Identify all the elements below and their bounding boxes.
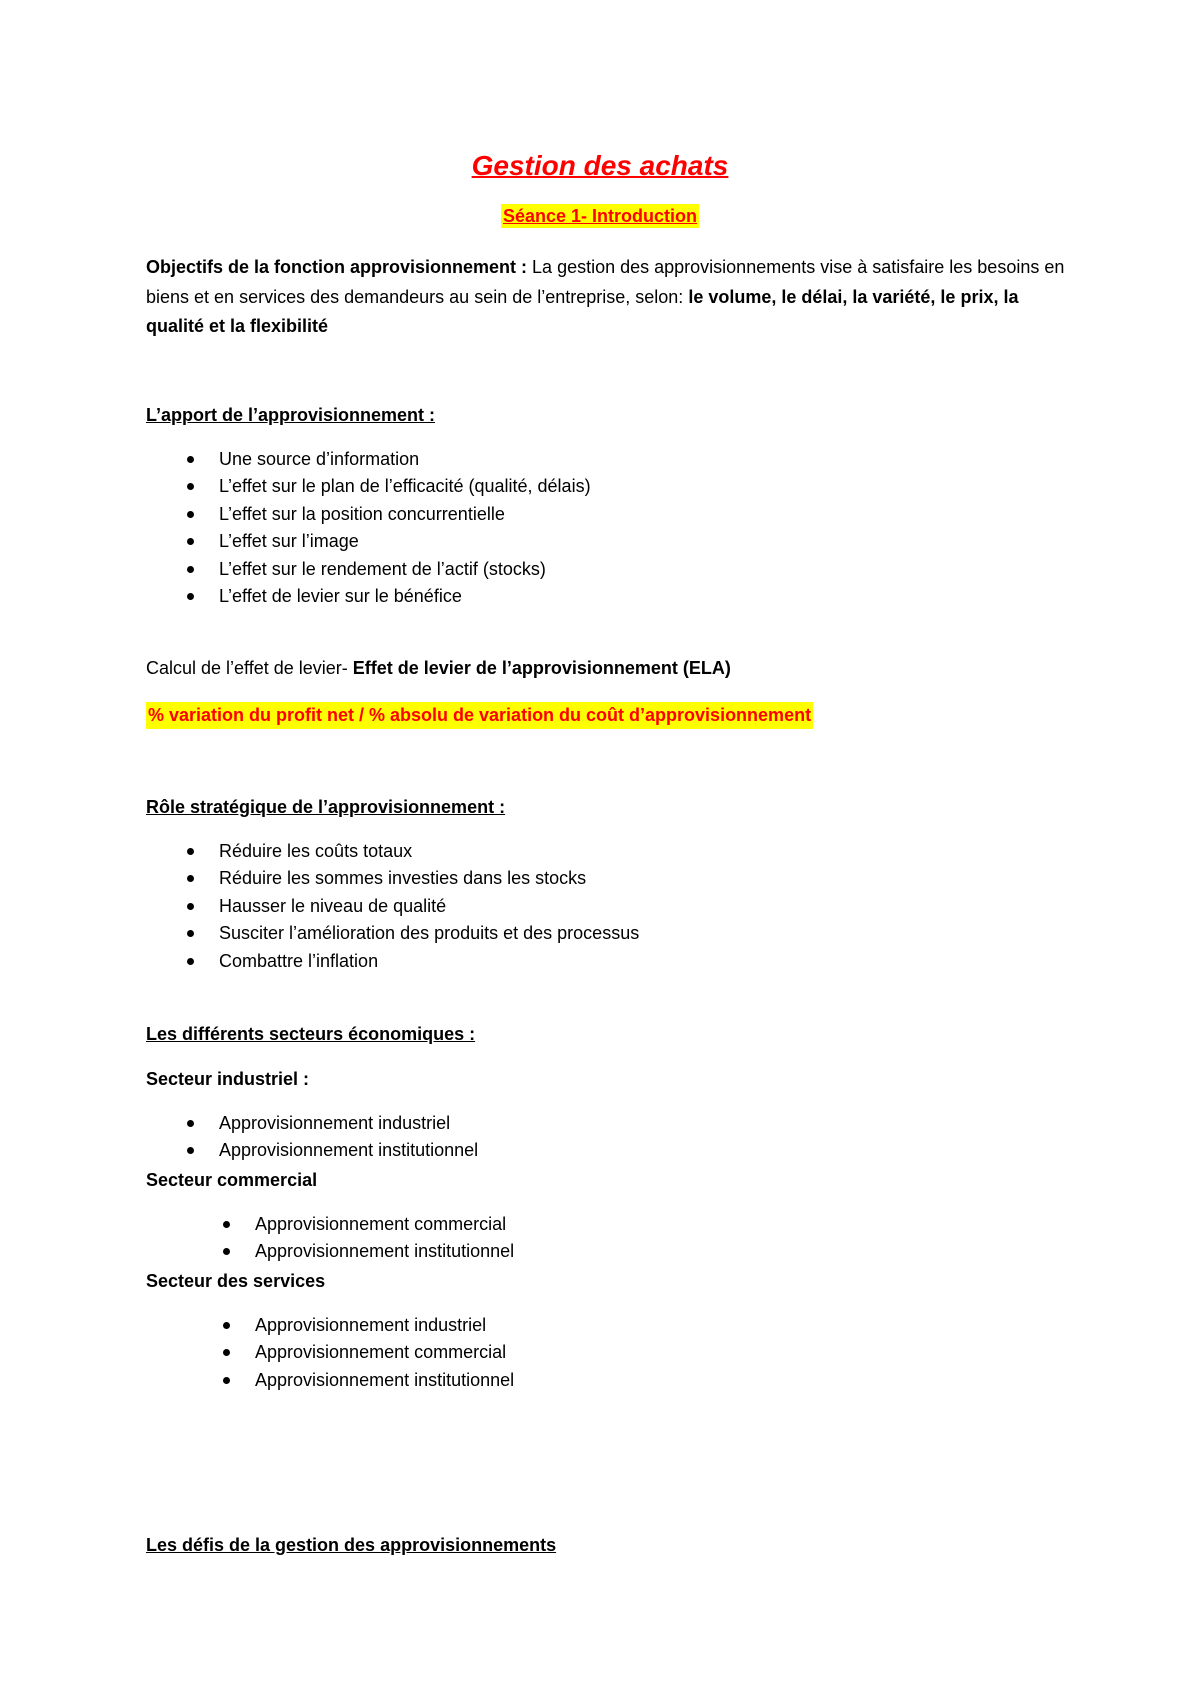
session-heading-wrap (0, 206, 1200, 227)
session-heading: Séance 1- Introduction (502, 206, 698, 226)
secteur-commercial-label: Secteur commercial (146, 1170, 318, 1190)
bullet-icon (187, 538, 194, 545)
objectifs-criteria: le volume, le délai, la variété, le prix, la qualité et la flexibilité (146, 286, 1019, 336)
bullet-icon (187, 958, 194, 965)
bullet-icon (187, 848, 194, 855)
bullet-icon (187, 456, 194, 463)
calcul-prefix: Calcul de l’effet de levier- (146, 658, 353, 678)
objectifs-text: La gestion des approvisionnements vise à satisfaire les besoins en biens et en services des demandeurs au sein de l’entreprise, selon: (146, 257, 1065, 307)
defis-heading: Les défis de la gestion des approvisionnements (146, 1535, 557, 1555)
bullet-icon (187, 593, 194, 600)
bullet-icon (187, 511, 194, 518)
bullet-icon (223, 1322, 230, 1329)
secteurs-heading: Les différents secteurs économiques : (146, 1024, 476, 1044)
bullet-icon (223, 1248, 230, 1255)
document-page: Gestion des achats Séance 1- Introduction Objectifs de la fonction approvisionnement : La gestion des approvisionnements vise à satisfaire les besoins en biens et en services des demandeurs au sein de l’entreprise, selon: le volume, le délai, la variété, le prix, la qualité et la flexibilité L’apport de l’approvisionnement : Une source d’information L’effet sur le plan de l’efficacité (qualité, délais) L’effet sur la position concurrentielle L’effet sur l’image L’effet sur le rendement de l’actif (stocks) L’effet de levier sur le bénéfice Calcul de l’effet de levier- Effet de levier de l’approvisionnement (ELA) % variation du profit net / % absolu de variation du coût d’approvisionnement Rôle stratégique de l’approvisionnement : Réduire les coûts totaux Réduire les sommes investies dans les stocks Hausser le niveau de qualité Susciter l’amélioration des produits et des processus Combattre l’inflation Les différents secteurs économiques : Secteur industriel : Approvisionnement industriel Approvisionnement institutionnel Secteur commercial Approvisionnement commercial Approvisionnement institutionnel Secteur des services Approvisionnement industriel Approvisionnement commercial Approvisionnement institutionnel Les défis de la gestion des approvisionnements (0, 0, 1200, 1698)
bullet-icon (187, 903, 194, 910)
bullet-icon (223, 1349, 230, 1356)
ela-formula: % variation du profit net / % absolu de variation du coût d’approvisionnement (146, 702, 813, 729)
bullet-icon (187, 930, 194, 937)
calcul-line (146, 658, 731, 679)
bullet-icon (187, 1147, 194, 1154)
bullet-icon (187, 875, 194, 882)
secteur-services-label: Secteur des services (146, 1271, 326, 1291)
role-heading: Rôle stratégique de l’approvisionnement : (146, 797, 506, 817)
bullet-icon (223, 1377, 230, 1384)
document-title: Gestion des achats (471, 150, 729, 181)
calcul-bold: Effet de levier de l’approvisionnement (ELA) (352, 658, 731, 678)
objectifs-paragraph (146, 253, 1066, 342)
objectifs-label: Objectifs de la fonction approvisionnement : (146, 257, 528, 277)
bullet-icon (223, 1221, 230, 1228)
apport-heading: L’apport de l’approvisionnement : (146, 405, 436, 425)
secteur-industriel-label: Secteur industriel : (146, 1069, 310, 1089)
bullet-icon (187, 483, 194, 490)
bullet-icon (187, 566, 194, 573)
bullet-icon (187, 1120, 194, 1127)
